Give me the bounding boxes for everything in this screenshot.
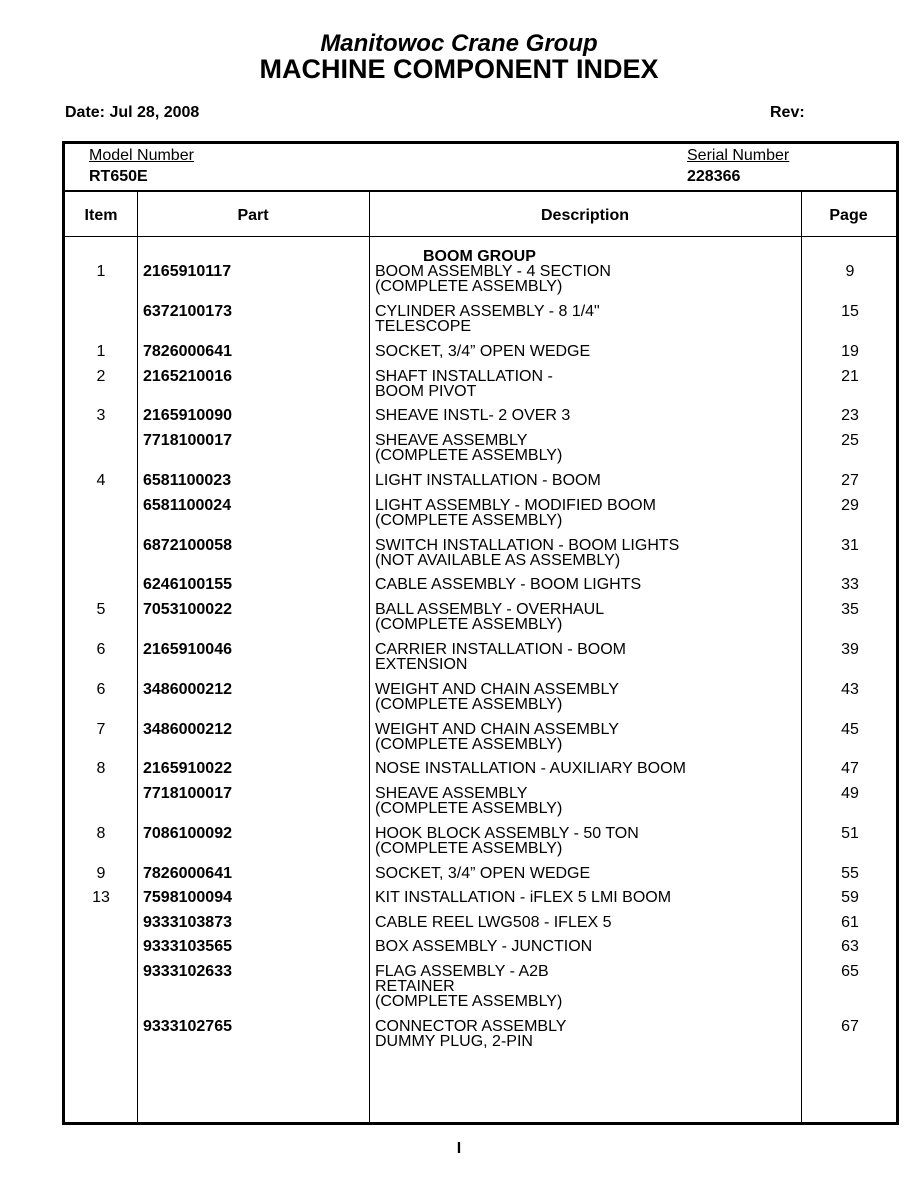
description-line: (COMPLETE ASSEMBLY)	[375, 512, 563, 529]
description-line: CABLE REEL LWG508 - IFLEX 5	[375, 914, 612, 931]
part-number: 7053100022	[143, 601, 232, 618]
description-line: RETAINER	[375, 978, 455, 995]
description-line: (NOT AVAILABLE AS ASSEMBLY)	[375, 552, 621, 569]
part-number: 2165910090	[143, 407, 232, 424]
part-description	[375, 761, 795, 776]
description-line: TELESCOPE	[375, 318, 472, 335]
part-description	[375, 786, 795, 816]
group-title: BOOM GROUP	[423, 248, 536, 265]
part-description	[375, 826, 795, 856]
description-line: CARRIER INSTALLATION - BOOM	[375, 641, 626, 658]
page-reference: 25	[841, 432, 859, 449]
model-number-value: RT650E	[89, 168, 148, 185]
page-reference: 27	[841, 472, 859, 489]
page-reference: 19	[841, 343, 859, 360]
part-description	[375, 866, 795, 881]
part-description	[375, 344, 795, 359]
page-reference: 21	[841, 368, 859, 385]
part-description	[375, 473, 795, 488]
description-line: CYLINDER ASSEMBLY - 8 1/4"	[375, 303, 600, 320]
part-description	[375, 408, 795, 423]
part-description	[375, 264, 795, 294]
description-line: SHAFT INSTALLATION -	[375, 368, 553, 385]
description-line: SHEAVE ASSEMBLY	[375, 785, 528, 802]
part-number: 2165210016	[143, 368, 232, 385]
description-line: (COMPLETE ASSEMBLY)	[375, 447, 563, 464]
page-reference: 49	[841, 785, 859, 802]
item-number: 2	[96, 368, 106, 385]
page-reference: 39	[841, 641, 859, 658]
description-line: SHEAVE INSTL- 2 OVER 3	[375, 407, 571, 424]
item-number: 8	[96, 825, 106, 842]
part-number: 9333102633	[143, 963, 232, 980]
item-number: 9	[96, 865, 106, 882]
item-number: 6	[96, 641, 106, 658]
table-body	[65, 144, 896, 1122]
page-reference: 59	[841, 889, 859, 906]
document-date: Date: Jul 28, 2008	[65, 104, 200, 121]
part-number: 6581100023	[143, 472, 232, 489]
column-header-description: Description	[540, 207, 629, 224]
description-line: (COMPLETE ASSEMBLY)	[375, 696, 563, 713]
page-reference: 63	[841, 938, 859, 955]
page-reference: 23	[841, 407, 859, 424]
page-reference: 43	[841, 681, 859, 698]
page-reference: 45	[841, 721, 859, 738]
item-number: 1	[96, 263, 106, 280]
page-reference: 55	[841, 865, 859, 882]
page-number: I	[456, 1140, 462, 1157]
column-header-item: Item	[84, 207, 118, 224]
part-number: 9333103873	[143, 914, 232, 931]
part-description	[375, 939, 795, 954]
page-reference: 47	[841, 760, 859, 777]
part-description	[375, 538, 795, 568]
part-description	[375, 433, 795, 463]
part-description	[375, 722, 795, 752]
description-line: KIT INSTALLATION - iFLEX 5 LMI BOOM	[375, 889, 672, 906]
company-name: Manitowoc Crane Group	[320, 30, 598, 57]
part-number: 3486000212	[143, 681, 232, 698]
page-reference: 9	[845, 263, 855, 280]
part-description	[375, 964, 795, 1009]
part-number: 7826000641	[143, 865, 232, 882]
description-line: BOX ASSEMBLY - JUNCTION	[375, 938, 593, 955]
part-description	[375, 642, 795, 672]
part-description	[375, 915, 795, 930]
page-reference: 65	[841, 963, 859, 980]
part-number: 2165910022	[143, 760, 232, 777]
page-reference: 31	[841, 537, 859, 554]
description-line: SHEAVE ASSEMBLY	[375, 432, 528, 449]
description-line: LIGHT INSTALLATION - BOOM	[375, 472, 601, 489]
part-number: 2165910046	[143, 641, 232, 658]
part-description	[375, 602, 795, 632]
serial-number-label: Serial Number	[687, 147, 790, 164]
item-number: 7	[96, 721, 106, 738]
part-number: 6246100155	[143, 576, 232, 593]
part-number: 7598100094	[143, 889, 232, 906]
component-index-table	[62, 141, 899, 1125]
item-number: 6	[96, 681, 106, 698]
part-number: 6372100173	[143, 303, 232, 320]
page-reference: 29	[841, 497, 859, 514]
document-title: MACHINE COMPONENT INDEX	[259, 54, 659, 84]
description-line: SWITCH INSTALLATION - BOOM LIGHTS	[375, 537, 680, 554]
description-line: WEIGHT AND CHAIN ASSEMBLY	[375, 721, 619, 738]
description-line: EXTENSION	[375, 656, 468, 673]
part-number: 6872100058	[143, 537, 232, 554]
revision-label: Rev:	[770, 104, 805, 121]
part-number: 6581100024	[143, 497, 232, 514]
part-number: 7826000641	[143, 343, 232, 360]
column-header-page: Page	[829, 207, 868, 224]
column-header-part: Part	[237, 207, 269, 224]
page-reference: 67	[841, 1018, 859, 1035]
description-line: BALL ASSEMBLY - OVERHAUL	[375, 601, 605, 618]
description-line: FLAG ASSEMBLY - A2B	[375, 963, 549, 980]
part-number: 9333103565	[143, 938, 232, 955]
description-line: LIGHT ASSEMBLY - MODIFIED BOOM	[375, 497, 656, 514]
description-line: SOCKET, 3/4” OPEN WEDGE	[375, 343, 591, 360]
description-line: (COMPLETE ASSEMBLY)	[375, 616, 563, 633]
description-line: (COMPLETE ASSEMBLY)	[375, 840, 563, 857]
part-description	[375, 369, 795, 399]
description-line: WEIGHT AND CHAIN ASSEMBLY	[375, 681, 619, 698]
page-reference: 51	[841, 825, 859, 842]
part-description	[375, 577, 795, 592]
part-number: 7718100017	[143, 785, 232, 802]
description-line: (COMPLETE ASSEMBLY)	[375, 800, 563, 817]
item-number: 8	[96, 760, 106, 777]
part-number: 3486000212	[143, 721, 232, 738]
part-description	[375, 498, 795, 528]
description-line: CONNECTOR ASSEMBLY	[375, 1018, 567, 1035]
page-reference: 61	[841, 914, 859, 931]
part-number: 7086100092	[143, 825, 232, 842]
part-number: 7718100017	[143, 432, 232, 449]
item-number: 3	[96, 407, 106, 424]
part-description	[375, 890, 795, 905]
page-reference: 15	[841, 303, 859, 320]
part-description	[375, 1019, 795, 1049]
description-line: (COMPLETE ASSEMBLY)	[375, 993, 563, 1010]
page-reference: 33	[841, 576, 859, 593]
item-number: 4	[96, 472, 106, 489]
part-number: 9333102765	[143, 1018, 232, 1035]
description-line: SOCKET, 3/4” OPEN WEDGE	[375, 865, 591, 882]
item-number: 5	[96, 601, 106, 618]
description-line: (COMPLETE ASSEMBLY)	[375, 736, 563, 753]
description-line: BOOM PIVOT	[375, 383, 477, 400]
page-reference: 35	[841, 601, 859, 618]
description-line: (COMPLETE ASSEMBLY)	[375, 278, 563, 295]
item-number: 1	[96, 343, 106, 360]
description-line: NOSE INSTALLATION - AUXILIARY BOOM	[375, 760, 686, 777]
serial-number-value: 228366	[687, 168, 741, 185]
description-line: BOOM ASSEMBLY - 4 SECTION	[375, 263, 611, 280]
item-number: 13	[92, 889, 110, 906]
description-line: HOOK BLOCK ASSEMBLY - 50 TON	[375, 825, 639, 842]
part-description	[375, 682, 795, 712]
description-line: DUMMY PLUG, 2-PIN	[375, 1033, 533, 1050]
part-description	[375, 304, 795, 334]
part-number: 2165910117	[143, 263, 232, 280]
description-line: CABLE ASSEMBLY - BOOM LIGHTS	[375, 576, 642, 593]
model-number-label: Model Number	[89, 147, 194, 164]
